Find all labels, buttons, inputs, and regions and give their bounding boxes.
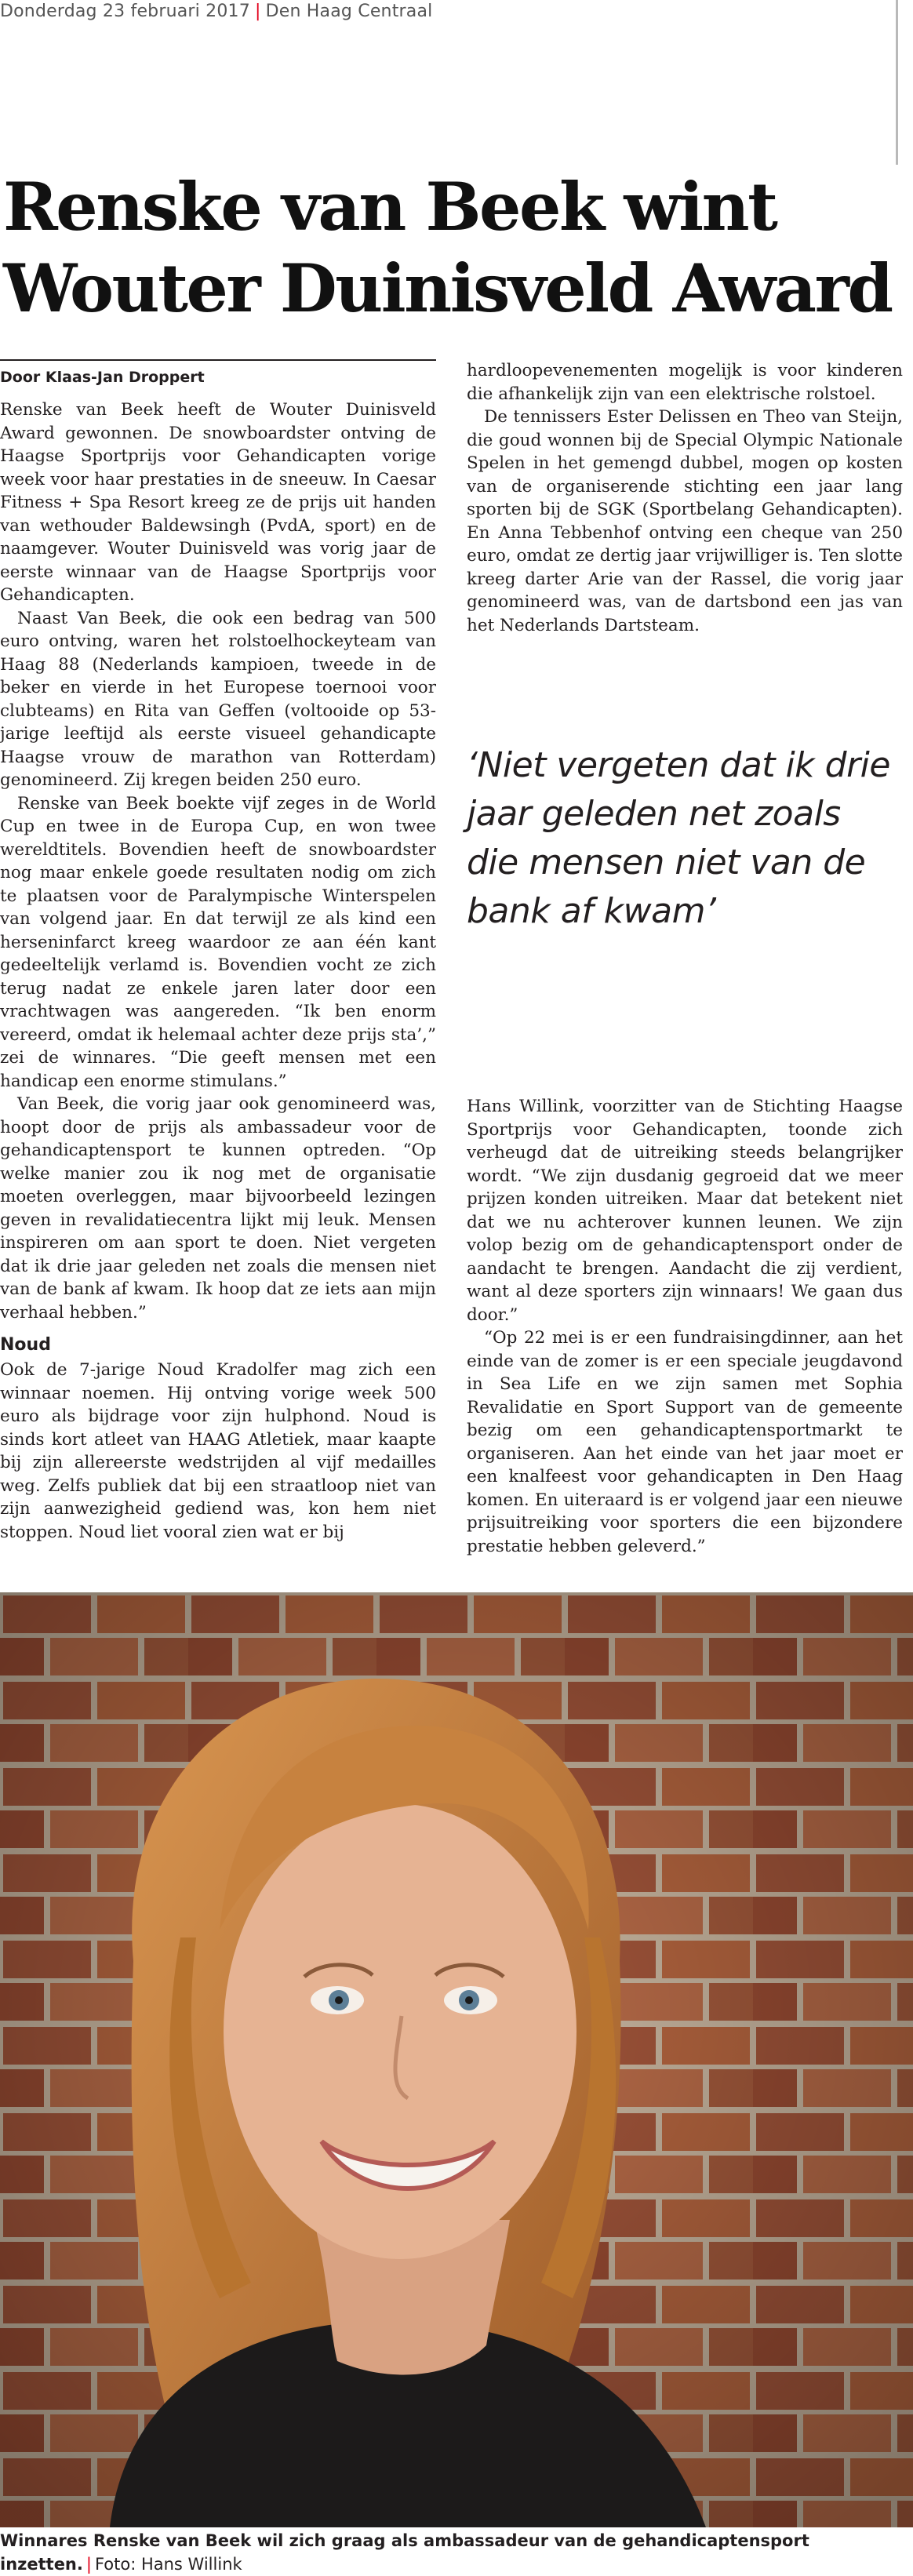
byline: Door Klaas-Jan Droppert xyxy=(0,359,436,386)
paragraph: Renske van Beek heeft de Wouter Duinisveld Award gewonnen. De snowboardster ontving de Haagse Sportprijs voor Gehandicapten vorige week voor haar prestaties in de sneeuw. In Caesar Fitness + Spa Resort kreeg ze de prijs uit handen van wethouder Baldewsingh (PvdA, sport) en de naamgever. Wouter Duinisveld was vorig jaar de eerste winnaar van de Haagse Sportprijs voor Gehandicapten. xyxy=(0,400,436,605)
paragraph: Ook de 7-jarige Noud Kradolfer mag zich een winnaar noemen. Hij ontving vorige week 500 euro als bijdrage voor zijn hulphond. Noud is sinds kort atleet van HAAG Atletiek, maar kaapte bij zijn allereerste wedstrijden al vijf medailles weg. Zelfs publiek dat bij een straatloop niet van zijn aanwezigheid gediend was, kon hem niet stoppen. Noud liet vooral zien wat er bij xyxy=(0,1360,436,1542)
paragraph: Hans Willink, voorzitter van de Stichting Haagse Sportprijs voor Gehandicapten, toonde zich verheugd dat de uitreiking steeds belangrijker wordt. “We zijn dusdanig gegroeid dat we meer prijzen konden uitreiken. Maar dat betekent niet dat we nu achterover kunnen leunen. We zijn volop bezig om de gehandicaptensport onder de aandacht te brengen. Aandacht die zij verdient, want al deze sporters zijn winnaars! We gaan dus door.” xyxy=(467,1097,903,1325)
portrait-photo xyxy=(0,1592,913,2527)
portrait-photo-icon xyxy=(0,1592,913,2527)
caption-separator: | xyxy=(85,2555,92,2574)
column-rule-decoration xyxy=(896,0,913,165)
photo-caption xyxy=(0,2529,913,2576)
paragraph: Van Beek, die vorig jaar ook genomineerd was, hoopt door de prijs als ambassadeur voor de gehandicaptensport te kunnen optreden. “Op welke manier zou ik nog met de organisatie moeten overleggen, maar bijvoorbeeld lezingen geven in revalidatiecentra lijkt mij leuk. Mensen inspireren om aan sport te doen. Niet vergeten dat ik drie jaar geleden net zoals die mensen niet van de bank af kwam. Ik hoop dat ze iets aan mijn verhaal hebben.” xyxy=(0,1094,436,1323)
pull-quote: ‘Niet vergeten dat ik drie jaar geleden net zoals die mensen niet van de bank af kwam’ xyxy=(467,745,890,931)
article-column-1 xyxy=(0,398,436,1575)
caption-text: Winnares Renske van Beek wil zich graag als ambassadeur van de gehandicaptensport inzetten. xyxy=(0,2531,809,2574)
headline: Renske van Beek wint Wouter Duinisveld Award xyxy=(3,168,892,327)
article-column-2-top xyxy=(467,359,903,728)
dateline xyxy=(0,2,913,21)
paragraph: Naast Van Beek, die ook een bedrag van 500 euro ontving, waren het rolstoelhockeyteam van Haag 88 (Nederlands kampioen, tweede in de beker en vierde in het Europese toernooi voor clubteams) en Rita van Geffen (voltooide op 53-jarige leeftijd als eerste visueel gehandicapte Haagse vrouw de marathon van Rotterdam) genomineerd. Zij kregen beiden 250 euro. xyxy=(0,608,436,790)
subhead: Noud xyxy=(0,1335,51,1355)
paragraph: hardloopevenementen mogelijk is voor kinderen die afhankelijk zijn van een elektrische rolstoel. xyxy=(467,361,903,404)
paragraph: “Op 22 mei is er een fundraisingdinner, aan het einde van de zomer is er een speciale jeugdavond in Sea Life en we zijn samen met Sophia Revalidatie en Sport Support van de gemeente bezig om een gehandicaptensportmarkt te organiseren. Aan het einde van het jaar moet er een knalfeest voor gehandicapten in Den Haag komen. En uiteraard is er volgend jaar een nieuwe prijsuitreiking voor sporters die een bijzondere prestatie hebben geleverd.” xyxy=(467,1328,903,1556)
dateline-date: Donderdag 23 februari 2017 xyxy=(0,2,250,21)
article-column-2-bottom xyxy=(467,1095,903,1566)
paragraph: De tennissers Ester Delissen en Theo van Steijn, die goud wonnen bij de Special Olympic Nationale Spelen in het gemengd dubbel, mogen op kosten van de organiserende stichting een jaar lang sporten bij de SGK (Sportbelang Gehandicapten). En Anna Tebbenhof ontving een cheque van 250 euro, omdat ze dertig jaar vrijwilliger is. Ten slotte kreeg darter Arie van der Rassel, die vorig jaar genomineerd was, van de dartsbond een jas van het Nederlands Dartsteam. xyxy=(467,407,903,635)
paragraph: Renske van Beek boekte vijf zeges in de World Cup en twee in de Europa Cup, en won twee wereldtitels. Bovendien heeft de snowboardster nog maar enkele goede resultaten nodig om zich te plaatsen voor de Paralympische Winterspelen van volgend jaar. En dat terwijl ze als kind een herseninfarct kreeg waardoor ze aan één kant gedeeltelijk verlamd is. Bovendien vocht ze zich terug nadat ze enkele jaren later door een vrachtwagen was aangereden. “Ik ben enorm vereerd, omdat ik helemaal achter deze prijs sta’,” zei de winnares. “Die geeft mensen met een handicap een enorme stimulans.” xyxy=(0,793,436,1091)
dateline-region: Den Haag Centraal xyxy=(265,2,433,21)
dateline-separator: | xyxy=(254,2,261,21)
photo-credit: Foto: Hans Willink xyxy=(94,2555,242,2574)
